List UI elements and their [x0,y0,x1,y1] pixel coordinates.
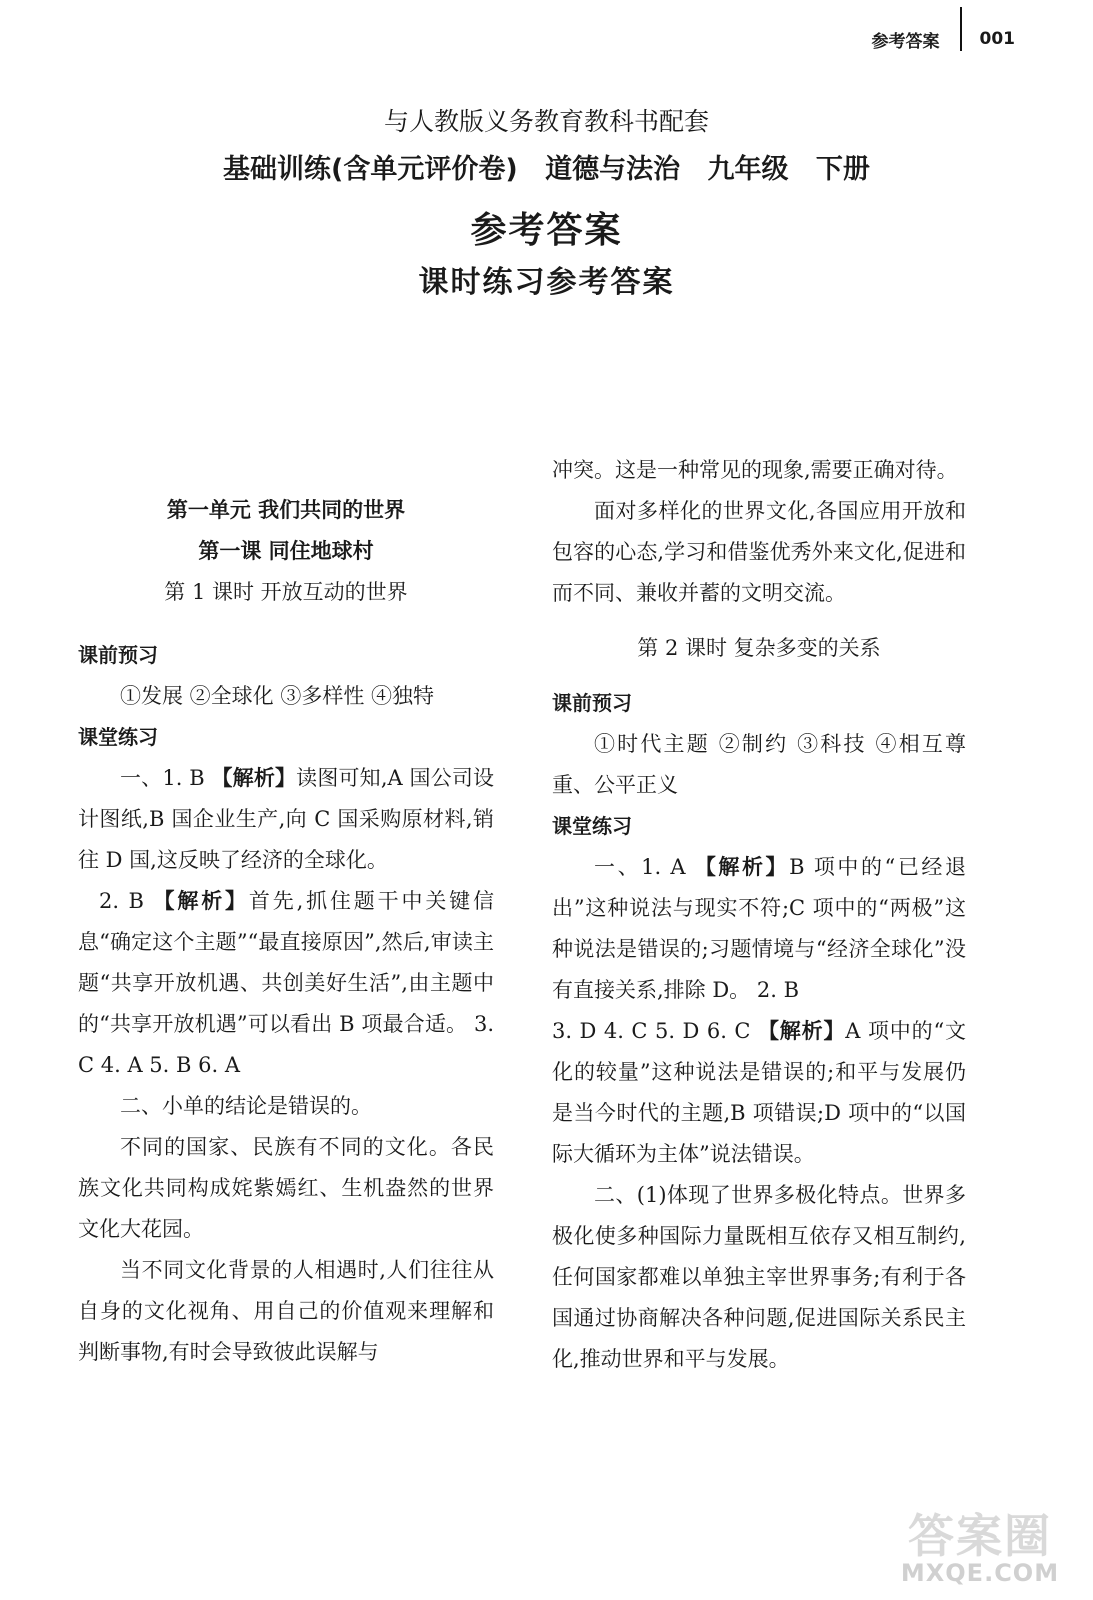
analysis-text: 首先,抓住题干中关键信息“确定这个主题”“最直接原因”,然后,审读主题“共享开放机遇、共创美好生活”,由主题中的“共享开放机遇”可以看出 B 项最合适。 3. C 4. A 5. B 6. A [78,889,494,1077]
period-title: 第 2 课时 复杂多变的关系 [637,636,881,660]
page-number: 001 [979,29,1015,49]
spacer [78,613,494,635]
answer-paragraph: 冲突。这是一种常见的现象,需要正确对待。 [552,458,958,482]
answer-paragraph: 不同的国家、民族有不同的文化。各民族文化共同构成姹紫嫣红、生机盎然的世界文化大花园。 [78,1135,494,1241]
spacer [552,669,966,683]
period-title: 第 1 课时 开放互动的世界 [164,580,408,604]
question-number: 2. B [99,889,144,913]
answer-paragraph: 二、小单的结论是错误的。 [120,1094,372,1118]
book-title-line: 基础训练(含单元评价卷) 道德与法治 九年级 下册 [223,154,870,185]
answer-paragraph: 面对多样化的世界文化,各国应用开放和包容的心态,学习和借鉴优秀外来文化,促进和而不同、兼收并蓄的文明交流。 [552,499,966,605]
analysis-text: A 项中的“文化的较量”这种说法是错误的;和平与发展仍是当今时代的主题,B 项错误;D 项中的“以国际大循环为主体”说法错误。 [552,1019,967,1166]
practice-label: 课堂练习 [78,725,158,749]
answer-paragraph [552,1011,966,1175]
question-number: 3. D 4. C 5. D 6. C [552,1019,751,1043]
book-series-line: 与人教版义务教育教科书配套 [383,107,709,136]
answer-paragraph [78,758,494,881]
running-head-divider [960,7,962,51]
title-block [0,104,1093,304]
running-head [872,28,1016,50]
preview-label: 课前预习 [552,691,632,715]
running-head-section: 参考答案 [871,31,940,52]
spacer [552,614,966,628]
analysis-tag: 【解析】 [694,855,790,879]
answer-paragraph: 二、(1)体现了世界多极化特点。世界多极化使多种国际力量既相互依存又相互制约,任何国家都难以单独主宰世界事务;有利于各国通过协商解决各种问题,促进国际关系民主化,推动世界和平与发展。 [552,1183,966,1371]
question-number: 一、1. B [120,766,205,790]
right-column [552,450,966,1380]
analysis-text: B 项中的“已经退出”这种说法与现实不符;C 项中的“两极”这种说法是错误的;习题情境与“经济全球化”没有直接关系,排除 D。 2. B [552,855,966,1002]
practice-label: 课堂练习 [552,814,632,838]
answer-paragraph: 当不同文化背景的人相遇时,人们往往从自身的文化视角、用自己的价值观来理解和判断事物,有时会导致彼此误解与 [78,1258,494,1364]
analysis-tag: 【解析】 [153,889,249,913]
preview-answers: ①时代主题 ②制约 ③科技 ④相互尊重、公平正义 [552,732,966,797]
analysis-tag: 【解析】 [211,766,297,790]
preview-label: 课前预习 [78,643,158,667]
watermark-url: MXQE.COM [900,1559,1060,1587]
analysis-tag: 【解析】 [757,1019,846,1043]
preview-answers: ①发展 ②全球化 ③多样性 ④独特 [120,684,435,708]
answer-paragraph [78,881,494,1086]
analysis-text: 读图可知,A 国公司设计图纸,B 国企业生产,向 C 国采购原材料,销往 D 国,这反映了经济的全球化。 [78,766,494,872]
watermark-logo: 答案圈 [908,1509,1052,1563]
answer-paragraph [552,847,966,1011]
question-number: 一、1. A [594,855,686,879]
unit-title: 第一单元 我们共同的世界 [166,498,406,522]
section-title: 课时练习参考答案 [418,265,675,300]
lesson-title: 第一课 同住地球村 [198,539,374,563]
watermark [885,1509,1075,1588]
page-title: 参考答案 [470,210,623,251]
left-column [78,490,494,1373]
